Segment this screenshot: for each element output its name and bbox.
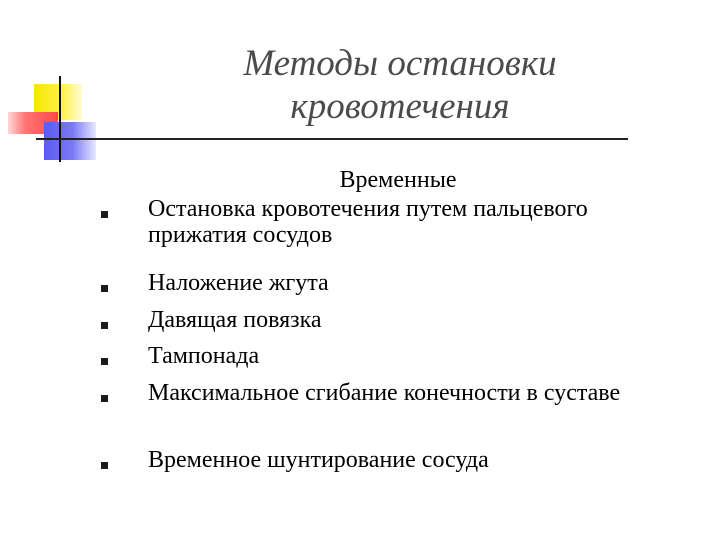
slide-title: [160, 42, 640, 128]
list-item-text: Временное шунтирование сосуда: [148, 447, 489, 473]
list-item-text: Тампонада: [148, 343, 260, 369]
title-underline: [36, 138, 628, 140]
slide-title-line-2: кровотечения: [290, 86, 510, 127]
decorative-blue-block: [44, 122, 96, 160]
square-bullet-icon: [101, 211, 108, 218]
square-bullet-icon: [101, 322, 108, 329]
square-bullet-icon: [101, 462, 108, 469]
section-subtitle: Временные: [339, 167, 457, 193]
list-item-text: Максимальное сгибание конечности в суставе: [148, 380, 621, 406]
list-item-text: Давящая повязка: [148, 307, 322, 333]
list-item-text: Наложение жгута: [148, 270, 329, 296]
slide-title-line-1: Методы остановки: [243, 43, 557, 84]
decorative-vertical-line: [59, 76, 61, 162]
square-bullet-icon: [101, 285, 108, 292]
square-bullet-icon: [101, 358, 108, 365]
list-item-text: Остановка кровотечения путем пальцевого прижатия сосудов: [148, 196, 588, 248]
square-bullet-icon: [101, 395, 108, 402]
